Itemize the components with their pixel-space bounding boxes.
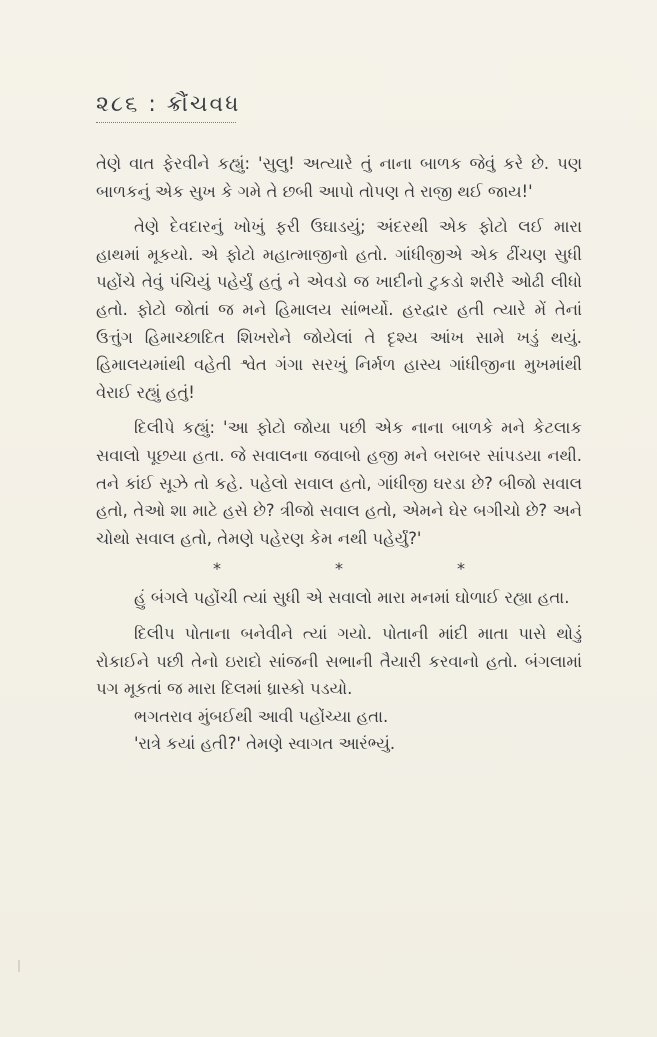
paragraph-2: તેણે દેવદારનું ખોખું ફરી ઉઘાડયું; અંદરથી એક ફોટો લઈ મારા હાથમાં મૂકયો. એ ફોટો મહાત્માજીનો હતો. ગાંધીજીએ એક ઢીંચણ સુધી પહોંચે તેવું પંચિયું પહેર્યું હતું ને એવડો જ ખાદીનો ટુકડો શરીરે ઓઢી લીધો હતો. ફોટો જોતાં જ મને હિમાલય સાંભર્યો. હરદ્વાર હતી ત્યારે મેં તેનાં ઉત્તુંગ હિમાચ્છાદિત શિખરોને જોયેલાં તે દૃશ્ય આંખ સામે ખડું થયું. હિમાલયમાંથી વહેતી શ્વેત ગંગા સરખું નિર્મળ હાસ્ય ગાંધીજીના મુખમાંથી વેરાઈ રહ્યું હતું! (96, 217, 582, 402)
separator-star: * (335, 559, 343, 579)
separator-star: * (213, 559, 221, 579)
page-body (96, 150, 582, 758)
section-separator (96, 556, 582, 582)
margin-mark (18, 960, 20, 972)
paragraph-3: દિલીપે કહ્યું: 'આ ફોટો જોયા પછી એક નાના બાળકે મને કેટલાક સવાલો પૂછયા હતા. જે સવાલના જવાબો હજી મને બરાબર સાંપડયા નથી. તને કાંઈ સૂઝે તો કહે. પહેલો સવાલ હતો, ગાંધીજી ઘરડા છે? બીજો સવાલ હતો, તેઓ શા માટે હસે છે? ત્રીજો સવાલ હતો, એમને ઘેર બગીચો છે? અને ચોથો સવાલ હતો, તેમણે પહેરણ કેમ નથી પહેર્યું?' (96, 418, 582, 548)
header-underline (96, 122, 236, 123)
page-header: ૨૮૬ : ક્રૌંચવધ (96, 92, 241, 117)
paragraph-5: દિલીપ પોતાના બનેવીને ત્યાં ગયો. પોતાની માંદી માતા પાસે થોડું રોકાઈને પછી તેનો ઇરાદો સાંજની સભાની તૈયારી કરવાનો હતો. બંગલામાં પગ મૂકતાં જ મારા દિલમાં ધ્રાસ્કો પડયો. (96, 623, 582, 699)
separator-star: * (457, 559, 465, 579)
paragraph-7: 'રાત્રે કયાં હતી?' તેમણે સ્વાગત આરંભ્યું. (134, 734, 396, 754)
paragraph-1: તેણે વાત ફેરવીને કહ્યું: 'સુલુ! અત્યારે તું નાના બાળક જેવું કરે છે. પણ બાળકનું એક સુખ કે ગમે તે છબી આપો તોપણ તે રાજી થઈ જાય!' (96, 154, 582, 201)
paragraph-6: ભગતરાવ મુંબઈથી આવી પહોંચ્યા હતા. (134, 706, 389, 726)
paragraph-4: હું બંગલે પહોંચી ત્યાં સુધી એ સવાલો મારા મનમાં ઘોળાઈ રહ્યા હતા. (134, 588, 570, 608)
